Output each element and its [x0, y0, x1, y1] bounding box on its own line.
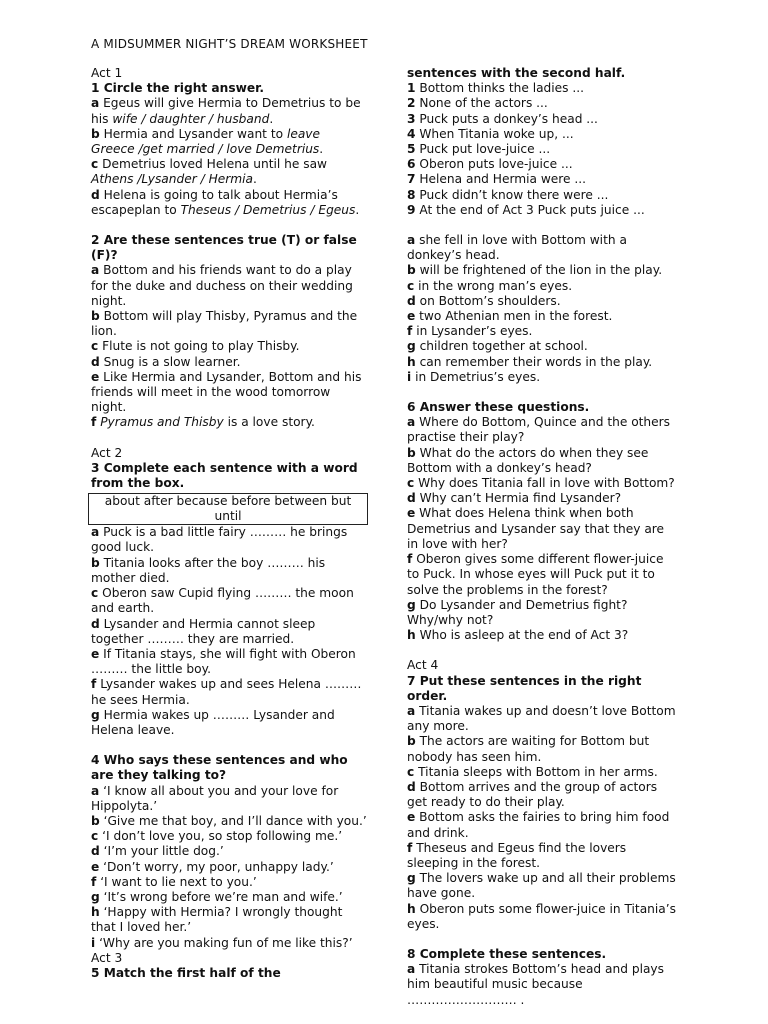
- item-text: children together at school.: [419, 339, 588, 354]
- item-letter: a: [407, 962, 416, 977]
- item-text: two Athenian men in the forest.: [419, 309, 613, 324]
- item-text: Demetrius loved Helena until he saw: [102, 157, 328, 172]
- q1-item-a: [91, 96, 367, 126]
- q4-item-i: [91, 936, 367, 951]
- item-text: Hermia and Lysander want to: [103, 126, 287, 141]
- q5-first-half-1: [407, 81, 679, 96]
- item-text: Oberon puts some flower-juice in Titania’s eyes.: [407, 901, 676, 931]
- q3-item-d: [91, 617, 367, 647]
- item-letter: i: [407, 369, 412, 384]
- q5-first-half-6: [407, 157, 679, 172]
- q5-heading-end: sentences with the second half.: [407, 66, 626, 80]
- item-letter: f: [407, 840, 413, 855]
- item-letter: b: [407, 445, 416, 460]
- q6-item-h: [407, 628, 679, 643]
- item-text: When Titania woke up, ...: [419, 126, 574, 141]
- q5-second-half-h: [407, 355, 679, 370]
- item-letter: d: [407, 491, 416, 506]
- q6-item-c: [407, 476, 679, 491]
- item-letter: d: [91, 616, 100, 631]
- item-text: Puck put love-juice ...: [419, 142, 551, 157]
- q2-item-e: [91, 370, 367, 416]
- answer-options: wife / daughter / husband: [112, 111, 270, 126]
- item-number: 7: [407, 172, 416, 187]
- q7-item-c: [407, 765, 679, 780]
- q7-item-e: [407, 810, 679, 840]
- item-text: on Bottom’s shoulders.: [419, 293, 561, 308]
- item-text: Lysander and Hermia cannot sleep together ……… they are married.: [91, 616, 316, 646]
- q5-first-half-3: [407, 112, 679, 127]
- item-text: ‘It’s wrong before we’re man and wife.’: [103, 889, 343, 904]
- q4-item-a: [91, 784, 367, 814]
- item-letter: a: [91, 783, 100, 798]
- q6-item-b: [407, 446, 679, 476]
- item-letter: c: [91, 586, 99, 601]
- item-text: Bottom and his friends want to do a play for the duke and duchess on their wedding: [91, 263, 353, 293]
- item-letter: i: [91, 935, 96, 950]
- item-letter: h: [407, 901, 416, 916]
- item-letter: a: [91, 96, 100, 111]
- item-punct: .: [319, 142, 324, 157]
- q5-second-half-e: [407, 309, 679, 324]
- item-letter: g: [91, 707, 100, 722]
- item-text: Titania strokes Bottom’s head and plays him beautiful music because: [407, 962, 664, 992]
- item-letter: b: [407, 263, 416, 278]
- q5-first-half-5: [407, 142, 679, 157]
- item-letter: a: [407, 703, 416, 718]
- q5-second-half-a: [407, 233, 679, 263]
- q3-item-f: [91, 677, 367, 707]
- q3-item-a: [91, 525, 367, 555]
- item-letter: d: [407, 779, 416, 794]
- item-text: What do the actors do when they see Bottom with a donkey’s head?: [407, 445, 649, 475]
- q8-heading: 8 Complete these sentences.: [407, 946, 607, 961]
- answer-options: leave Greece /get married / love Demetrius: [91, 126, 321, 157]
- item-letter: b: [91, 555, 100, 570]
- q2-item-a-cont: night.: [91, 293, 127, 308]
- item-letter: g: [407, 339, 416, 354]
- item-text: ‘Why are you making fun of me like this?’: [99, 935, 353, 950]
- q7-item-h: [407, 902, 679, 932]
- q4-item-d: [91, 844, 367, 859]
- item-text: Puck puts a donkey’s head ...: [419, 111, 598, 126]
- q2-item-b: [91, 309, 367, 339]
- q5-heading-start: 5 Match the first half of the: [91, 965, 281, 980]
- q6-item-e: [407, 506, 679, 552]
- q5-first-half-8: [407, 188, 679, 203]
- item-letter: a: [91, 525, 100, 540]
- q1-heading: 1 Circle the right answer.: [91, 81, 265, 96]
- item-text: is a love story.: [223, 415, 315, 430]
- q5-second-half-d: [407, 294, 679, 309]
- item-number: 1: [407, 81, 416, 96]
- item-text: Bottom arrives and the group of actors get ready to do their play.: [407, 779, 658, 810]
- item-text: ‘I know all about you and your love for Hippolyta.’: [91, 783, 339, 813]
- q7-item-g: [407, 871, 679, 901]
- item-letter: b: [91, 813, 100, 828]
- q4-item-b: [91, 814, 367, 829]
- q3-item-c: [91, 586, 367, 616]
- item-text: ‘Give me that boy, and I’ll dance with you.’: [103, 813, 367, 828]
- q8-blank: ……………………… .: [407, 992, 525, 1007]
- q2-heading: 2 Are these sentences true (T) or false (F)?: [91, 233, 357, 263]
- q4-heading: 4 Who says these sentences and who are they talking to?: [91, 753, 348, 783]
- item-text: Egeus will give Hermia to Demetrius to be his: [91, 96, 361, 126]
- act2-label: Act 2: [91, 445, 123, 460]
- q7-heading: 7 Put these sentences in the right order.: [407, 673, 642, 703]
- item-letter: f: [91, 874, 97, 889]
- item-letter: e: [407, 506, 416, 521]
- item-letter: f: [91, 415, 97, 430]
- q5-first-half-4: [407, 127, 679, 142]
- q4-item-h: [91, 905, 367, 935]
- item-text: None of the actors ...: [419, 96, 548, 111]
- item-text: ‘Don’t worry, my poor, unhappy lady.’: [103, 859, 334, 874]
- item-number: 2: [407, 96, 416, 111]
- act3-label: Act 3: [91, 950, 123, 965]
- q3-item-b: [91, 556, 367, 586]
- q7-item-a: [407, 704, 679, 734]
- item-number: 6: [407, 157, 416, 172]
- item-text: in the wrong man’s eyes.: [418, 278, 573, 293]
- item-letter: d: [407, 293, 416, 308]
- item-text: Titania wakes up and doesn’t love Bottom any more.: [407, 703, 676, 734]
- item-text: Helena is going to talk about Hermia’s escapeplan to: [91, 187, 338, 217]
- item-letter: g: [407, 871, 416, 886]
- q4-item-f: [91, 875, 367, 890]
- item-text: Snug is a slow learner.: [103, 354, 241, 369]
- q4-item-e: [91, 860, 367, 875]
- item-text: The actors are waiting for Bottom but nobody has seen him.: [407, 734, 650, 764]
- act1-label: Act 1: [91, 66, 123, 80]
- item-number: 4: [407, 126, 416, 141]
- q7-item-b: [407, 734, 679, 764]
- item-punct: .: [269, 111, 274, 126]
- item-text: At the end of Act 3 Puck puts juice ...: [419, 202, 645, 217]
- item-letter: a: [407, 233, 416, 248]
- q5-first-half-7: [407, 172, 679, 187]
- q3-item-g: [91, 708, 367, 738]
- item-letter: e: [407, 309, 416, 324]
- q1-item-d: [91, 188, 367, 218]
- item-text: Do Lysander and Demetrius fight? Why/why not?: [407, 597, 628, 627]
- item-letter: h: [407, 628, 416, 643]
- item-text: Titania looks after the boy ……… his mother died.: [91, 555, 326, 585]
- play-title: Pyramus and Thisby: [100, 415, 224, 430]
- item-text: will be frightened of the lion in the play.: [419, 263, 663, 278]
- q6-heading: 6 Answer these questions.: [407, 400, 590, 415]
- item-number: 9: [407, 202, 416, 217]
- item-letter: d: [91, 354, 100, 369]
- item-punct: .: [253, 172, 257, 187]
- item-letter: g: [407, 597, 416, 612]
- item-letter: c: [407, 476, 415, 491]
- item-text: Oberon gives some different flower-juice to Puck. In whose eyes will Puck put it to solve the problems in the forest?: [407, 552, 664, 597]
- item-letter: h: [407, 354, 416, 369]
- q7-item-d: [407, 780, 679, 810]
- q5-second-half-b: [407, 263, 679, 278]
- item-text: The lovers wake up and all their problems have gone.: [407, 871, 676, 901]
- item-text: in Demetrius’s eyes.: [415, 369, 541, 384]
- item-letter: b: [91, 309, 100, 324]
- item-letter: d: [91, 187, 100, 202]
- q5-second-half-i: [407, 370, 679, 385]
- item-text: Bottom will play Thisby, Pyramus and the lion.: [91, 309, 358, 339]
- word-box: about after because before between but until: [88, 493, 368, 525]
- item-letter: e: [407, 810, 416, 825]
- item-letter: e: [91, 369, 100, 384]
- q7-item-f: [407, 841, 679, 871]
- q4-item-c: [91, 829, 367, 844]
- item-letter: h: [91, 905, 100, 920]
- q2-item-f: [91, 415, 367, 430]
- item-text: Bottom asks the fairies to bring him food and drink.: [407, 810, 670, 840]
- item-letter: f: [91, 677, 97, 692]
- item-letter: b: [91, 126, 100, 141]
- item-letter: e: [91, 859, 100, 874]
- item-text: can remember their words in the play.: [419, 354, 653, 369]
- item-number: 5: [407, 142, 416, 157]
- q5-first-half-9: [407, 203, 679, 218]
- item-letter: c: [407, 764, 415, 779]
- item-text: Oberon saw Cupid flying ……… the moon and earth.: [91, 586, 354, 616]
- q1-item-c: [91, 157, 367, 187]
- item-letter: c: [91, 157, 99, 172]
- item-number: 8: [407, 187, 416, 202]
- item-text: Like Hermia and Lysander, Bottom and his friends will meet in the wood tomorrow night.: [91, 369, 362, 415]
- q2-item-c: [91, 339, 367, 354]
- item-text: Why does Titania fall in love with Bottom?: [418, 476, 675, 491]
- item-letter: c: [91, 339, 99, 354]
- q6-item-g: [407, 598, 679, 628]
- item-text: What does Helena think when both Demetrius and Lysander say that they are in love with her?: [407, 506, 665, 551]
- item-text: Who is asleep at the end of Act 3?: [419, 628, 629, 643]
- item-letter: g: [91, 889, 100, 904]
- item-text: Where do Bottom, Quince and the others practise their play?: [407, 415, 671, 445]
- answer-options: Athens /Lysander / Hermia: [91, 172, 254, 187]
- item-text: Oberon puts love-juice ...: [419, 157, 573, 172]
- item-text: Theseus and Egeus find the lovers sleeping in the forest.: [407, 840, 627, 870]
- item-punct: .: [355, 202, 360, 217]
- q6-item-a: [407, 415, 679, 445]
- q3-item-e: [91, 647, 367, 677]
- item-letter: c: [407, 278, 415, 293]
- act4-label: Act 4: [407, 658, 439, 673]
- item-text: she fell in love with Bottom with a donkey’s head.: [407, 233, 627, 263]
- right-column: [407, 66, 679, 1008]
- item-text: Lysander wakes up and sees Helena ………he sees Hermia.: [91, 677, 362, 707]
- left-column: [91, 66, 367, 981]
- q6-item-f: [407, 552, 679, 598]
- item-text: Puck is a bad little fairy ……… he brings good luck.: [91, 525, 348, 555]
- item-text: ‘I’m your little dog.’: [103, 844, 224, 859]
- q5-second-half-c: [407, 279, 679, 294]
- item-text: Flute is not going to play Thisby.: [102, 339, 300, 354]
- q2-item-d: [91, 355, 367, 370]
- item-text: in Lysander’s eyes.: [416, 324, 533, 339]
- q5-first-half-2: [407, 96, 679, 111]
- item-text: Helena and Hermia were ...: [419, 172, 587, 187]
- item-letter: b: [407, 734, 416, 749]
- item-letter: d: [91, 844, 100, 859]
- q1-item-b: [91, 127, 367, 157]
- item-text: Hermia wakes up ……… Lysander and Helena leave.: [91, 707, 335, 737]
- answer-options: Theseus / Demetrius / Egeus: [180, 202, 356, 217]
- q5-second-half-f: [407, 324, 679, 339]
- item-letter: a: [91, 263, 100, 278]
- q6-item-d: [407, 491, 679, 506]
- item-text: Why can’t Hermia find Lysander?: [419, 491, 622, 506]
- item-letter: c: [91, 829, 99, 844]
- item-text: Puck didn’t know there were ...: [419, 187, 609, 202]
- worksheet-title: A MIDSUMMER NIGHT’S DREAM WORKSHEET: [91, 37, 368, 51]
- item-text: ‘Happy with Hermia? I wrongly thought that I loved her.’: [91, 905, 343, 935]
- item-text: ‘I want to lie next to you.’: [100, 874, 257, 889]
- item-text: If Titania stays, she will fight with Oberon ……… the little boy.: [91, 646, 356, 677]
- q3-heading: 3 Complete each sentence with a word from the box.: [91, 460, 358, 491]
- item-letter: f: [407, 552, 413, 567]
- q4-item-g: [91, 890, 367, 905]
- item-text: ‘I don’t love you, so stop following me.’: [102, 829, 343, 844]
- item-number: 3: [407, 111, 416, 126]
- q5-second-half-g: [407, 339, 679, 354]
- item-letter: f: [407, 324, 413, 339]
- item-text: Bottom thinks the ladies ...: [419, 81, 585, 96]
- q8-item-a: [407, 962, 679, 992]
- q2-item-a: [91, 263, 367, 293]
- item-letter: e: [91, 646, 100, 661]
- item-text: Titania sleeps with Bottom in her arms.: [418, 764, 658, 779]
- item-letter: a: [407, 415, 416, 430]
